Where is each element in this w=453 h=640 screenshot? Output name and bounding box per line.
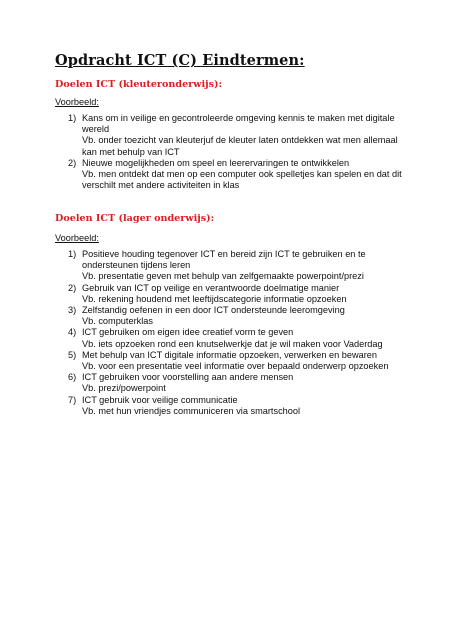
example-label-lager-onderwijs: Voorbeeld: bbox=[55, 233, 99, 243]
goal-number: 2) bbox=[68, 282, 77, 293]
goal-text-line: Positieve houding tegenover ICT en bereid zijn ICT te gebruiken en te bbox=[82, 249, 366, 259]
goal-text-line: Vb. onder toezicht van kleuterjuf de kleuter laten ontdekken wat men allemaal bbox=[82, 135, 398, 146]
goal-text-line: Vb. computerklas bbox=[82, 316, 153, 327]
goal-number: 1) bbox=[68, 249, 77, 259]
goal-text-line: Zelfstandig oefenen in een door ICT ondersteunde leeromgeving bbox=[82, 305, 345, 316]
goal-item bbox=[55, 395, 415, 417]
goal-text-line: wereld bbox=[82, 124, 110, 135]
goal-text-line: verschilt met andere activiteiten in klas bbox=[82, 180, 240, 191]
section-heading-lager-onderwijs: Doelen ICT (lager onderwijs): bbox=[55, 213, 215, 224]
goal-text-line: ondersteunen tijdens leren bbox=[82, 260, 191, 271]
goals-list-lager-onderwijs bbox=[55, 249, 415, 417]
goal-item bbox=[55, 249, 415, 283]
goal-text-line: Nieuwe mogelijkheden om speel en leerervaringen te ontwikkelen bbox=[82, 157, 350, 168]
goal-number: 3) bbox=[68, 305, 77, 316]
goal-text-line: Gebruik van ICT op veilige en verantwoorde doelmatige manier bbox=[82, 282, 340, 293]
goal-item bbox=[55, 372, 415, 394]
goal-number: 4) bbox=[68, 327, 77, 338]
page-title: Opdracht ICT (C) Eindtermen: bbox=[55, 52, 305, 69]
goal-text-line: kan met behulp van ICT bbox=[82, 146, 180, 157]
example-label-kleuteronderwijs: Voorbeeld: bbox=[55, 97, 99, 107]
goal-item bbox=[55, 283, 415, 305]
goal-text-line: Vb. prezi/powerpoint bbox=[82, 383, 166, 394]
goal-item bbox=[55, 327, 415, 349]
goal-number: 7) bbox=[68, 394, 77, 405]
goal-item bbox=[55, 113, 415, 158]
goal-text-line: Vb. voor een presentatie veel informatie over bepaald onderwerp opzoeken bbox=[82, 361, 389, 372]
goal-item bbox=[55, 350, 415, 372]
goal-text-line: ICT gebruiken voor voorstelling aan andere mensen bbox=[82, 372, 294, 383]
goal-text-line: Vb. iets opzoeken rond een knutselwerkje dat je wil maken voor Vaderdag bbox=[82, 338, 383, 349]
goal-item bbox=[55, 305, 415, 327]
goal-text-line: Vb. presentatie geven met behulp van zelfgemaakte powerpoint/prezi bbox=[82, 271, 364, 282]
goal-item bbox=[55, 158, 415, 192]
goal-text-line: Vb. men ontdekt dat men op een computer ook spelletjes kan spelen en dat dit bbox=[82, 169, 402, 180]
goal-text-line: ICT gebruiken om eigen idee creatief vorm te geven bbox=[82, 327, 294, 338]
goal-text-line: Kans om in veilige en gecontroleerde omgeving kennis te maken met digitale bbox=[82, 113, 395, 123]
goals-list-kleuteronderwijs bbox=[55, 113, 415, 191]
goal-number: 1) bbox=[68, 113, 77, 123]
goal-text-line: ICT gebruik voor veilige communicatie bbox=[82, 394, 238, 405]
goal-text-line: Vb. rekening houdend met leeftijdscategorie informatie opzoeken bbox=[82, 293, 347, 304]
goal-text-line: Met behulp van ICT digitale informatie opzoeken, verwerken en bewaren bbox=[82, 349, 378, 360]
section-heading-kleuteronderwijs: Doelen ICT (kleuteronderwijs): bbox=[55, 79, 223, 90]
goal-text-line: Vb. met hun vriendjes communiceren via smartschool bbox=[82, 405, 301, 416]
goal-number: 5) bbox=[68, 349, 77, 360]
goal-number: 6) bbox=[68, 372, 77, 383]
goal-number: 2) bbox=[68, 157, 77, 168]
